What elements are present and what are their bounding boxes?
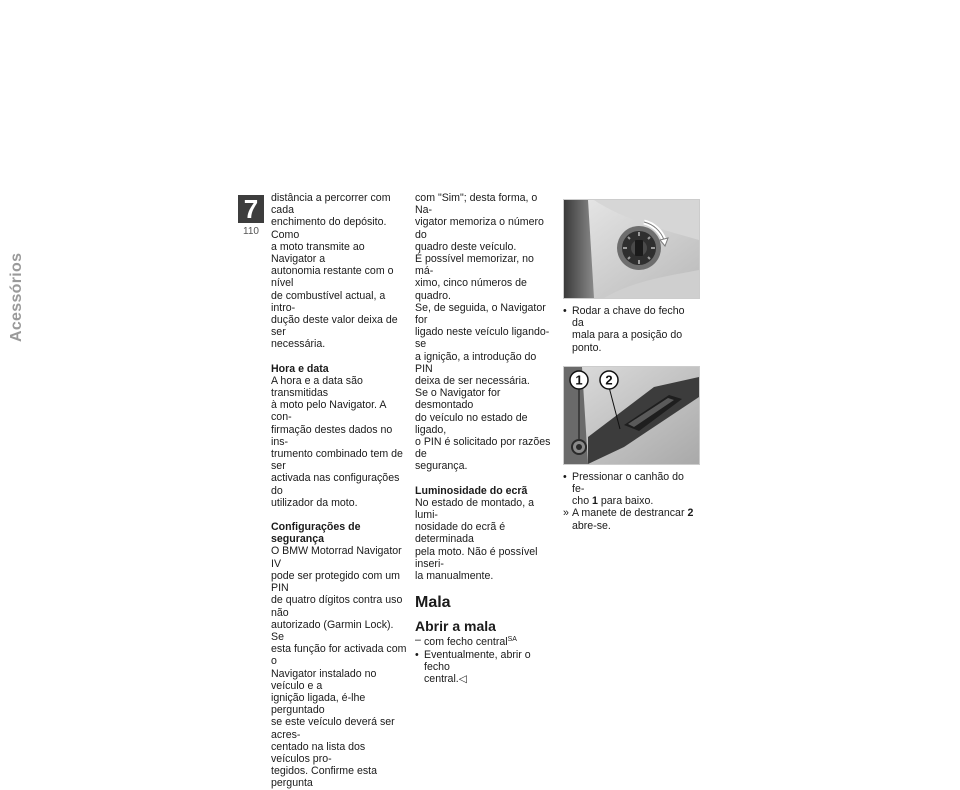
photo-lock-key bbox=[563, 199, 700, 299]
result-tail: abre-se. bbox=[572, 519, 611, 532]
text-column-2 bbox=[415, 192, 551, 685]
step-text: Eventualmente, abrir o fecho central.◁ bbox=[424, 648, 531, 685]
list-item-step-press bbox=[563, 471, 699, 508]
text-column-3 bbox=[563, 199, 699, 532]
step-rotate-text: Rodar a chave do fecho da mala para a posição do ponto. bbox=[572, 305, 685, 354]
heading-luminosidade: Luminosidade do ecrã bbox=[415, 484, 528, 497]
photo-lock-lever bbox=[563, 366, 700, 465]
result-text: A manete de destrancar bbox=[572, 507, 688, 520]
result-ref: 2 bbox=[687, 507, 694, 520]
chapter-title: Acessórios bbox=[8, 252, 25, 342]
paragraph-seguranca: O BMW Motorrad Navigator IV pode ser protegido com um PIN de quatro dígitos contra uso não autorizado (Garmin Lock). Se esta função for activada com o Navigator instalado no veículo e a ignição ligada, é-lhe perguntado se este veículo deverá ser acres- centado na lista dos veículos pro- tegidos. Confirme esta pergunta bbox=[271, 545, 407, 790]
bullet-mark: • bbox=[415, 648, 419, 661]
bullet-mark: • bbox=[563, 305, 567, 317]
list-item-result bbox=[563, 507, 699, 531]
sa-badge: SA bbox=[507, 636, 517, 644]
list-item-step-rotate bbox=[563, 305, 699, 354]
lock-key-illustration bbox=[564, 200, 699, 298]
lock-lever-illustration bbox=[564, 367, 699, 464]
paragraph-autonomia: distância a percorrer com cada enchimento do depósito. Como a moto transmite ao Navigator a autonomia restante com o nível de combustível actual, a intro- dução deste valor deixa de ser necessária. bbox=[271, 192, 398, 351]
paragraph-luminosidade: No estado de montado, a lumi- nosidade do ecrã é determinada pela moto. Não é possível inseri- la manualmente. bbox=[415, 496, 538, 583]
result-mark: » bbox=[563, 507, 569, 520]
list-item-step bbox=[415, 649, 551, 686]
paragraph-hora-data: A hora e a data são transmitidas à moto pelo Navigator. A con- firmação destes dados no ins- trumento combinado tem de ser activada nas configurações do utilizador da moto. bbox=[271, 374, 403, 509]
heading-abrir-mala: Abrir a mala bbox=[415, 618, 496, 635]
callout-1-label: 1 bbox=[575, 372, 583, 388]
heading-seguranca: Configurações de segurança bbox=[271, 521, 361, 546]
prerequisite-text: com fecho central bbox=[424, 636, 508, 649]
step-press-ref: 1 bbox=[592, 495, 598, 508]
text-column-1 bbox=[271, 192, 407, 790]
step-press-tail: para baixo. bbox=[597, 495, 654, 508]
heading-mala: Mala bbox=[415, 594, 451, 612]
page-number: 110 bbox=[243, 226, 259, 237]
callout-2-label: 2 bbox=[605, 372, 613, 388]
chapter-number: 7 bbox=[238, 195, 264, 223]
paragraph-confirmacao: com "Sim"; desta forma, o Na- vigator memoriza o número do quadro deste veículo. É possível memorizar, no má- ximo, cinco números de quadro. Se, de seguida, o Navigator for ligado neste veículo ligando-se a ignição, a introdução do PIN deixa de ser necessária. Se o Navigator for desmontado do veículo no estado de ligado, o PIN é solicitado por razões de segurança. bbox=[415, 192, 551, 473]
list-item-prerequisite bbox=[415, 634, 551, 648]
bullet-mark: • bbox=[563, 470, 567, 483]
dash-mark: – bbox=[415, 634, 421, 647]
heading-hora-data: Hora e data bbox=[271, 362, 329, 375]
chapter-sidebar bbox=[238, 195, 264, 365]
step-press-text: Pressionar o canhão do fe- cho bbox=[572, 470, 684, 508]
